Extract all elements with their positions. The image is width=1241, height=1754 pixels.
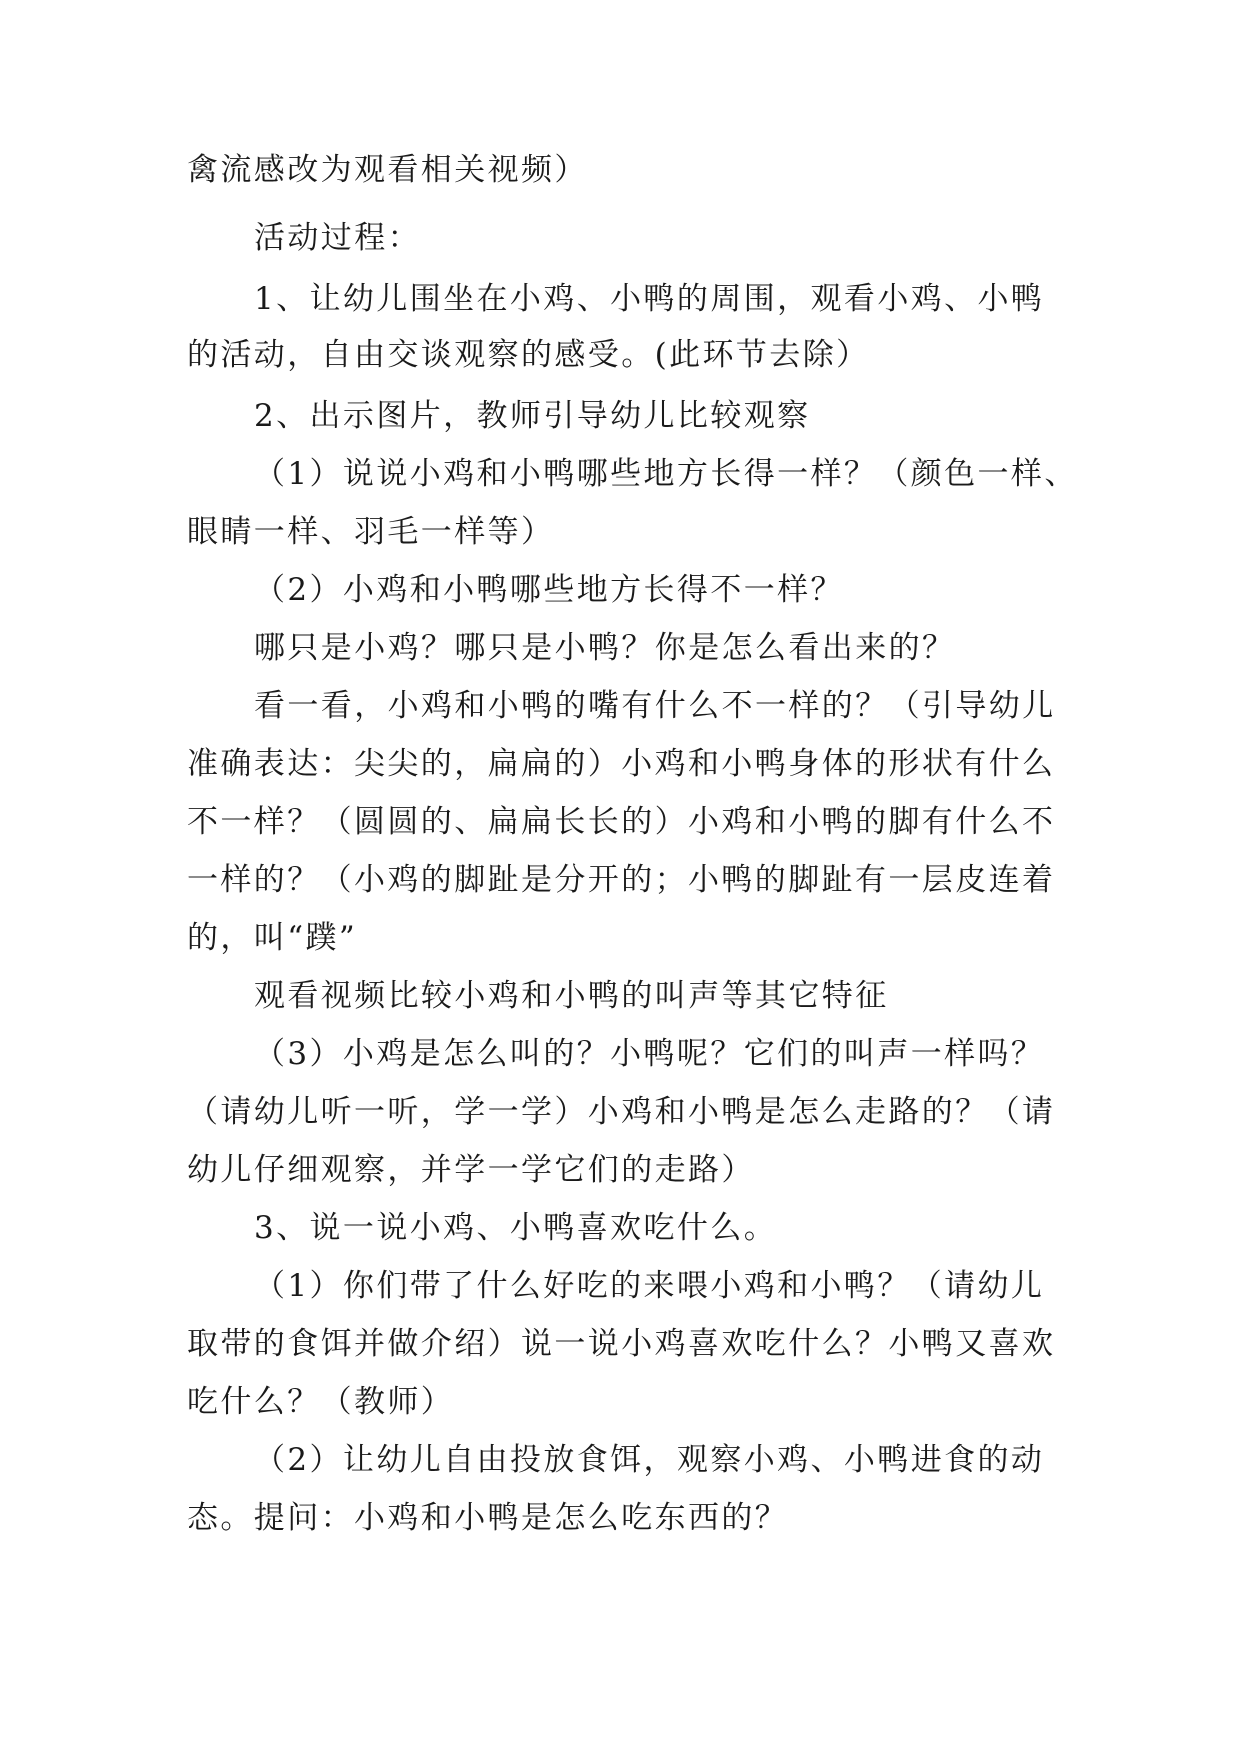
text-line: （请幼儿听一听，学一学）小鸡和小鸭是怎么走路的？（请: [187, 1094, 1056, 1130]
text-line: 哪只是小鸡？哪只是小鸭？你是怎么看出来的？: [254, 630, 956, 666]
text-line: （1）说说小鸡和小鸭哪些地方长得一样？（颜色一样、: [254, 456, 1078, 492]
text-line: 禽流感改为观看相关视频）: [187, 152, 588, 188]
text-line: 的活动，自由交谈观察的感受。(此环节去除）: [187, 337, 870, 373]
text-line: 态。提问：小鸡和小鸭是怎么吃东西的？: [187, 1500, 789, 1536]
text-line: 眼睛一样、羽毛一样等）: [187, 514, 555, 550]
text-line: 看一看，小鸡和小鸭的嘴有什么不一样的？（引导幼儿: [254, 688, 1056, 724]
text-line: 不一样？（圆圆的、扁扁长长的）小鸡和小鸭的脚有什么不: [187, 804, 1056, 840]
text-line: 一样的？（小鸡的脚趾是分开的；小鸭的脚趾有一层皮连着: [187, 862, 1056, 898]
text-line: 3、说一说小鸡、小鸭喜欢吃什么。: [254, 1210, 778, 1246]
text-line: 2、出示图片，教师引导幼儿比较观察: [254, 398, 811, 434]
text-line: 幼儿仔细观察，并学一学它们的走路）: [187, 1152, 755, 1188]
text-line: （2）小鸡和小鸭哪些地方长得不一样？: [254, 572, 844, 608]
section-heading: 活动过程：: [254, 220, 421, 256]
text-line: 观看视频比较小鸡和小鸭的叫声等其它特征: [254, 978, 889, 1014]
text-line: 吃什么？（教师）: [187, 1384, 455, 1420]
text-line: 准确表达：尖尖的，扁扁的）小鸡和小鸭身体的形状有什么: [187, 746, 1056, 782]
text-line: 1、让幼儿围坐在小鸡、小鸭的周围，观看小鸡、小鸭: [254, 281, 1045, 317]
text-line: （2）让幼儿自由投放食饵，观察小鸡、小鸭进食的动: [254, 1442, 1045, 1478]
text-line: 的，叫“蹼”: [187, 920, 358, 956]
text-line: （3）小鸡是怎么叫的？小鸭呢？它们的叫声一样吗？: [254, 1036, 1045, 1072]
text-line: （1）你们带了什么好吃的来喂小鸡和小鸭？（请幼儿: [254, 1268, 1045, 1304]
text-line: 取带的食饵并做介绍）说一说小鸡喜欢吃什么？小鸭又喜欢: [187, 1326, 1056, 1362]
